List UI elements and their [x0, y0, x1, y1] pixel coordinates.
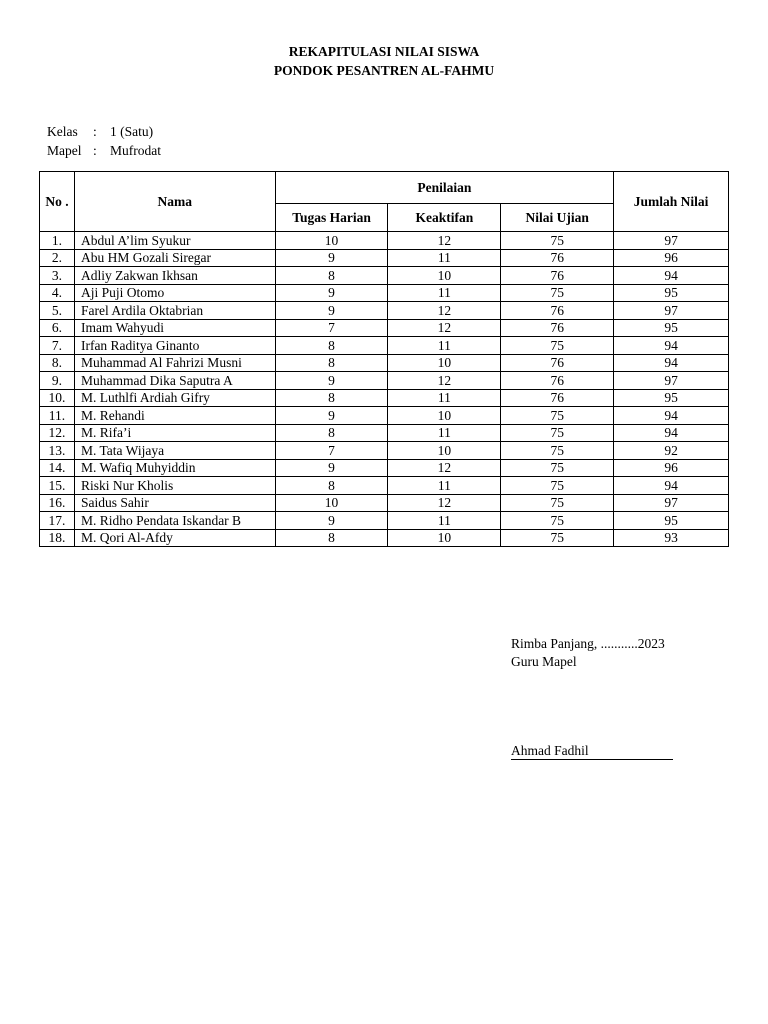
row-nilai-ujian: 75 — [501, 494, 614, 512]
table-row — [40, 337, 729, 355]
grades-table — [39, 171, 729, 547]
row-no: 2. — [40, 249, 75, 267]
row-nama: Abdul A’lim Syukur — [74, 232, 275, 250]
table-row — [40, 477, 729, 495]
row-tugas-harian: 9 — [275, 459, 388, 477]
row-nilai-ujian: 76 — [501, 354, 614, 372]
row-no: 8. — [40, 354, 75, 372]
row-no: 6. — [40, 319, 75, 337]
row-no: 14. — [40, 459, 75, 477]
row-tugas-harian: 7 — [275, 319, 388, 337]
row-nilai-ujian: 76 — [501, 249, 614, 267]
row-tugas-harian: 8 — [275, 389, 388, 407]
row-nilai-ujian: 75 — [501, 232, 614, 250]
row-nilai-ujian: 76 — [501, 389, 614, 407]
row-nilai-ujian: 76 — [501, 302, 614, 320]
row-tugas-harian: 10 — [275, 494, 388, 512]
row-tugas-harian: 8 — [275, 267, 388, 285]
signature-place-date: Rimba Panjang, ...........2023 — [511, 636, 665, 651]
row-nama: Adliy Zakwan Ikhsan — [74, 267, 275, 285]
row-tugas-harian: 10 — [275, 232, 388, 250]
row-jumlah-nilai: 92 — [614, 442, 729, 460]
row-keaktifan: 10 — [388, 267, 501, 285]
row-keaktifan: 11 — [388, 477, 501, 495]
row-nilai-ujian: 75 — [501, 284, 614, 302]
row-jumlah-nilai: 95 — [614, 389, 729, 407]
row-tugas-harian: 9 — [275, 249, 388, 267]
row-tugas-harian: 9 — [275, 284, 388, 302]
row-nilai-ujian: 76 — [501, 372, 614, 390]
row-tugas-harian: 9 — [275, 302, 388, 320]
row-nilai-ujian: 75 — [501, 477, 614, 495]
table-row — [40, 424, 729, 442]
table-row — [40, 389, 729, 407]
table-row — [40, 442, 729, 460]
mapel-label: Mapel — [47, 143, 82, 158]
row-no: 18. — [40, 529, 75, 547]
meta-kelas — [47, 124, 153, 140]
row-nama: Farel Ardila Oktabrian — [74, 302, 275, 320]
header-tugas-harian: Tugas Harian — [275, 204, 388, 232]
row-keaktifan: 11 — [388, 424, 501, 442]
row-tugas-harian: 8 — [275, 337, 388, 355]
row-nama: Abu HM Gozali Siregar — [74, 249, 275, 267]
row-jumlah-nilai: 95 — [614, 319, 729, 337]
row-keaktifan: 11 — [388, 512, 501, 530]
row-nama: M. Luthlfi Ardiah Gifry — [74, 389, 275, 407]
header-jumlah-nilai: Jumlah Nilai — [614, 172, 729, 232]
row-jumlah-nilai: 94 — [614, 267, 729, 285]
row-jumlah-nilai: 97 — [614, 494, 729, 512]
mapel-value: Mufrodat — [110, 143, 161, 158]
row-nilai-ujian: 76 — [501, 267, 614, 285]
row-nama: M. Rifa’i — [74, 424, 275, 442]
row-nama: M. Ridho Pendata Iskandar B — [74, 512, 275, 530]
row-nama: Imam Wahyudi — [74, 319, 275, 337]
table-row — [40, 407, 729, 425]
table-row — [40, 267, 729, 285]
table-row — [40, 232, 729, 250]
header-keaktifan: Keaktifan — [388, 204, 501, 232]
kelas-separator: : — [93, 124, 97, 139]
row-no: 13. — [40, 442, 75, 460]
row-keaktifan: 11 — [388, 284, 501, 302]
meta-mapel — [47, 143, 161, 159]
row-nilai-ujian: 75 — [501, 529, 614, 547]
row-keaktifan: 12 — [388, 319, 501, 337]
row-jumlah-nilai: 94 — [614, 337, 729, 355]
row-nama: M. Wafiq Muhyiddin — [74, 459, 275, 477]
header-nama: Nama — [74, 172, 275, 232]
row-keaktifan: 11 — [388, 389, 501, 407]
table-row — [40, 354, 729, 372]
kelas-value: 1 (Satu) — [110, 124, 154, 139]
row-nama: M. Tata Wijaya — [74, 442, 275, 460]
row-nama: M. Rehandi — [74, 407, 275, 425]
row-nama: Muhammad Dika Saputra A — [74, 372, 275, 390]
row-nilai-ujian: 75 — [501, 512, 614, 530]
table-row — [40, 302, 729, 320]
row-nilai-ujian: 75 — [501, 337, 614, 355]
row-nilai-ujian: 75 — [501, 459, 614, 477]
row-keaktifan: 11 — [388, 337, 501, 355]
row-keaktifan: 12 — [388, 494, 501, 512]
header-no: No . — [40, 172, 75, 232]
row-no: 10. — [40, 389, 75, 407]
row-nama: Aji Puji Otomo — [74, 284, 275, 302]
row-no: 12. — [40, 424, 75, 442]
row-no: 4. — [40, 284, 75, 302]
row-keaktifan: 10 — [388, 529, 501, 547]
row-no: 3. — [40, 267, 75, 285]
signature-name: Ahmad Fadhil — [511, 743, 673, 760]
row-tugas-harian: 9 — [275, 372, 388, 390]
row-nilai-ujian: 75 — [501, 407, 614, 425]
row-nilai-ujian: 76 — [501, 319, 614, 337]
row-jumlah-nilai: 97 — [614, 372, 729, 390]
row-nama: Muhammad Al Fahrizi Musni — [74, 354, 275, 372]
row-nama: Irfan Raditya Ginanto — [74, 337, 275, 355]
row-jumlah-nilai: 97 — [614, 302, 729, 320]
header-nilai-ujian: Nilai Ujian — [501, 204, 614, 232]
row-jumlah-nilai: 96 — [614, 459, 729, 477]
row-keaktifan: 10 — [388, 354, 501, 372]
row-jumlah-nilai: 95 — [614, 512, 729, 530]
mapel-separator: : — [93, 143, 97, 158]
table-row — [40, 494, 729, 512]
row-keaktifan: 10 — [388, 407, 501, 425]
row-jumlah-nilai: 95 — [614, 284, 729, 302]
row-jumlah-nilai: 94 — [614, 354, 729, 372]
row-jumlah-nilai: 94 — [614, 477, 729, 495]
row-jumlah-nilai: 97 — [614, 232, 729, 250]
row-tugas-harian: 8 — [275, 529, 388, 547]
row-no: 1. — [40, 232, 75, 250]
row-tugas-harian: 7 — [275, 442, 388, 460]
row-tugas-harian: 8 — [275, 477, 388, 495]
row-nama: Riski Nur Kholis — [74, 477, 275, 495]
table-row — [40, 459, 729, 477]
row-keaktifan: 11 — [388, 249, 501, 267]
table-row — [40, 529, 729, 547]
row-keaktifan: 12 — [388, 302, 501, 320]
table-row — [40, 372, 729, 390]
row-no: 11. — [40, 407, 75, 425]
table-row — [40, 512, 729, 530]
row-no: 9. — [40, 372, 75, 390]
row-jumlah-nilai: 93 — [614, 529, 729, 547]
row-no: 5. — [40, 302, 75, 320]
document-title: REKAPITULASI NILAI SISWA — [288, 44, 480, 59]
row-keaktifan: 12 — [388, 459, 501, 477]
kelas-label: Kelas — [47, 124, 78, 139]
table-row — [40, 284, 729, 302]
row-jumlah-nilai: 96 — [614, 249, 729, 267]
row-nama: Saidus Sahir — [74, 494, 275, 512]
document-subtitle: PONDOK PESANTREN AL-FAHMU — [273, 63, 495, 78]
row-nama: M. Qori Al-Afdy — [74, 529, 275, 547]
row-tugas-harian: 9 — [275, 512, 388, 530]
header-penilaian: Penilaian — [275, 172, 613, 204]
row-no: 15. — [40, 477, 75, 495]
row-tugas-harian: 9 — [275, 407, 388, 425]
row-tugas-harian: 8 — [275, 424, 388, 442]
row-tugas-harian: 8 — [275, 354, 388, 372]
row-keaktifan: 12 — [388, 232, 501, 250]
grades-table-body — [40, 232, 729, 547]
row-nilai-ujian: 75 — [501, 442, 614, 460]
row-nilai-ujian: 75 — [501, 424, 614, 442]
signature-role: Guru Mapel — [511, 654, 577, 669]
table-row — [40, 249, 729, 267]
row-keaktifan: 10 — [388, 442, 501, 460]
row-no: 16. — [40, 494, 75, 512]
row-jumlah-nilai: 94 — [614, 424, 729, 442]
row-jumlah-nilai: 94 — [614, 407, 729, 425]
row-no: 7. — [40, 337, 75, 355]
row-keaktifan: 12 — [388, 372, 501, 390]
row-no: 17. — [40, 512, 75, 530]
table-row — [40, 319, 729, 337]
